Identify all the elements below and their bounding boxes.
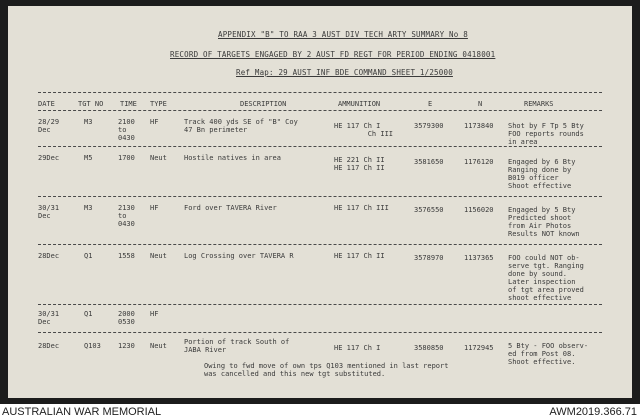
cell-n: 1137365 <box>464 254 494 262</box>
divider <box>38 332 602 333</box>
cell-ammunition: HE 117 Ch I <box>334 344 381 352</box>
cell-description: Log Crossing over TAVERA R <box>184 252 294 260</box>
divider <box>38 244 602 245</box>
document-heading: APPENDIX "B" TO RAA 3 AUST DIV TECH ARTY SUMMARY No 8 <box>218 30 468 39</box>
document-page <box>8 6 632 398</box>
divider <box>38 196 602 197</box>
column-header-type: TYPE <box>150 100 167 108</box>
cell-date: 28Dec <box>38 342 60 350</box>
cell-type: HF <box>150 204 159 212</box>
accession-number: AWM2019.366.71 <box>549 406 637 418</box>
cell-type: HF <box>150 118 159 126</box>
cell-time: 1700 <box>118 154 135 162</box>
cell-time: 2130 to 0430 <box>118 204 135 228</box>
cell-ammunition: HE 221 Ch II HE 117 Ch II <box>334 156 385 172</box>
divider <box>38 92 602 93</box>
cell-tgt: Q103 <box>84 342 101 350</box>
cell-e: 3576550 <box>414 206 444 214</box>
cell-tgt: M3 <box>84 118 93 126</box>
cell-description: Track 400 yds SE of "B" Coy 47 Bn perimeter <box>184 118 298 134</box>
cell-description: Ford over TAVERA River <box>184 204 277 212</box>
cell-e: 3579300 <box>414 122 444 130</box>
cell-tgt: M3 <box>84 204 93 212</box>
cell-date: 28Dec <box>38 252 60 260</box>
cell-type: Neut <box>150 154 167 162</box>
cell-n: 1176120 <box>464 158 494 166</box>
divider <box>38 146 602 147</box>
column-header-tgt: TGT NO <box>78 100 104 108</box>
column-header-remarks: REMARKS <box>524 100 554 108</box>
cell-n: 1172945 <box>464 344 494 352</box>
cell-remarks: Shot by F Tp 5 Bty FOO reports rounds in area <box>508 122 584 146</box>
cell-tgt: Q1 <box>84 252 93 260</box>
divider <box>38 110 602 111</box>
cell-ammunition: HE 117 Ch II <box>334 252 385 260</box>
cell-remarks: Engaged by 6 Bty Ranging done by B019 officer Shoot effective <box>508 158 576 190</box>
cell-remarks: FOO could NOT ob- serve tgt. Ranging done by sound. Later inspection of tgt area proved shoot effective <box>508 254 584 302</box>
column-header-description: DESCRIPTION <box>240 100 287 108</box>
column-header-n: N <box>478 100 483 108</box>
cell-e: 3580850 <box>414 344 444 352</box>
archive-footer <box>0 404 640 420</box>
column-header-ammunition: AMMUNITION <box>338 100 381 108</box>
cell-date: 28/29 Dec <box>38 118 60 134</box>
cell-n: 1173840 <box>464 122 494 130</box>
cell-type: HF <box>150 310 159 318</box>
cell-e: 3581650 <box>414 158 444 166</box>
map-reference: Ref Map: 29 AUST INF BDE COMMAND SHEET 1/25000 <box>236 68 453 77</box>
column-header-time: TIME <box>120 100 137 108</box>
cell-tgt: Q1 <box>84 310 93 318</box>
cell-n: 1156020 <box>464 206 494 214</box>
cell-ammunition: HE 117 Ch I Ch III <box>334 122 394 138</box>
cell-date: 30/31 Dec <box>38 310 60 326</box>
cell-time: 1558 <box>118 252 135 260</box>
column-header-date: DATE <box>38 100 55 108</box>
cell-time: 2000 0530 <box>118 310 135 326</box>
cell-date: 29Dec <box>38 154 60 162</box>
cell-type: Neut <box>150 252 167 260</box>
cell-ammunition: HE 117 Ch III <box>334 204 389 212</box>
institution-label: AUSTRALIAN WAR MEMORIAL <box>2 406 162 418</box>
cell-type: Neut <box>150 342 167 350</box>
document-subheading: RECORD OF TARGETS ENGAGED BY 2 AUST FD REGT FOR PERIOD ENDING 0418001 <box>170 50 496 59</box>
cell-e: 3578970 <box>414 254 444 262</box>
cell-remarks: Engaged by 5 Bty Predicted shoot from Air Photos Results NOT known <box>508 206 580 238</box>
cell-date: 30/31 Dec <box>38 204 60 220</box>
cell-time: 1230 <box>118 342 135 350</box>
cell-description: Portion of track South of JABA River <box>184 338 290 354</box>
footnote: Owing to fwd move of own tps Q103 mentioned in last report was cancelled and this new tgt substituted. <box>204 362 449 378</box>
cell-time: 2100 to 0430 <box>118 118 135 142</box>
cell-tgt: M5 <box>84 154 93 162</box>
cell-remarks: 5 Bty - FOO observ- ed from Post 08. Shoot effective. <box>508 342 589 366</box>
column-header-e: E <box>428 100 433 108</box>
cell-description: Hostile natives in area <box>184 154 281 162</box>
divider <box>38 304 602 305</box>
